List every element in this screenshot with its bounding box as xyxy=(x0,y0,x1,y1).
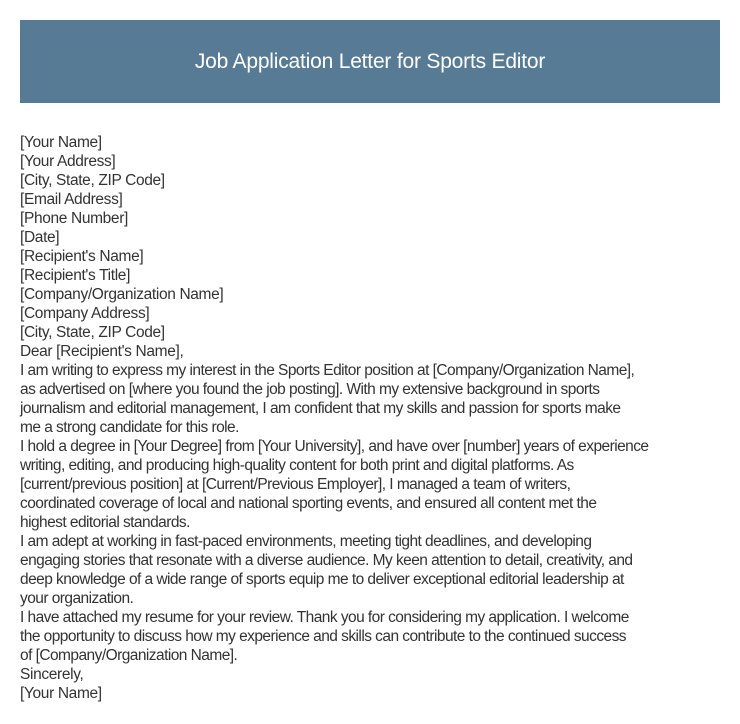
recipient-name: [Recipient's Name] xyxy=(20,248,144,265)
paragraph-line: engaging stories that resonate with a diverse audience. My keen attention to detail, creativity, and xyxy=(20,552,633,569)
sender-name: [Your Name] xyxy=(20,134,102,151)
paragraph-skills xyxy=(20,532,730,608)
closing: Sincerely, xyxy=(20,666,84,683)
recipient-title: [Recipient's Title] xyxy=(20,267,131,284)
recipient-block xyxy=(20,247,730,342)
paragraph-line: deep knowledge of a wide range of sports equip me to deliver exceptional editorial leadership at xyxy=(20,571,624,588)
recipient-city-state-zip: [City, State, ZIP Code] xyxy=(20,324,165,341)
letter-body xyxy=(20,133,730,703)
page-title: Job Application Letter for Sports Editor xyxy=(194,49,546,73)
paragraph-line: I hold a degree in [Your Degree] from [Your University], and have over [number] years of experience xyxy=(20,438,649,455)
paragraph-line: of [Company/Organization Name]. xyxy=(20,647,238,664)
page-header xyxy=(20,20,720,103)
letter-date: [Date] xyxy=(20,229,60,246)
recipient-company: [Company/Organization Name] xyxy=(20,286,224,303)
sender-address: [Your Address] xyxy=(20,153,116,170)
salutation: Dear [Recipient's Name], xyxy=(20,343,184,360)
paragraph-line: writing, editing, and producing high-quality content for both print and digital platforms. As xyxy=(20,457,574,474)
paragraph-line: me a strong candidate for this role. xyxy=(20,419,239,436)
paragraph-interest xyxy=(20,361,730,437)
paragraph-experience xyxy=(20,437,730,532)
signature: [Your Name] xyxy=(20,685,102,702)
recipient-address: [Company Address] xyxy=(20,305,150,322)
paragraph-line: I am adept at working in fast-paced environments, meeting tight deadlines, and developing xyxy=(20,533,592,550)
paragraph-line: highest editorial standards. xyxy=(20,514,190,531)
paragraph-line: I am writing to express my interest in the Sports Editor position at [Company/Organization Name], xyxy=(20,362,635,379)
sender-city-state-zip: [City, State, ZIP Code] xyxy=(20,172,165,189)
paragraph-line: journalism and editorial management, I am confident that my skills and passion for sports make xyxy=(20,400,621,417)
paragraph-line: as advertised on [where you found the job posting]. With my extensive background in sports xyxy=(20,381,600,398)
sender-email: [Email Address] xyxy=(20,191,123,208)
paragraph-line: your organization. xyxy=(20,590,134,607)
paragraph-line: coordinated coverage of local and national sporting events, and ensured all content met the xyxy=(20,495,597,512)
paragraph-line: I have attached my resume for your review. Thank you for considering my application. I welcome xyxy=(20,609,629,626)
paragraph-line: the opportunity to discuss how my experience and skills can contribute to the continued success xyxy=(20,628,627,645)
sender-block xyxy=(20,133,730,247)
sender-phone: [Phone Number] xyxy=(20,210,128,227)
paragraph-closing xyxy=(20,608,730,665)
paragraph-line: [current/previous position] at [Current/Previous Employer], I managed a team of writers, xyxy=(20,476,571,493)
